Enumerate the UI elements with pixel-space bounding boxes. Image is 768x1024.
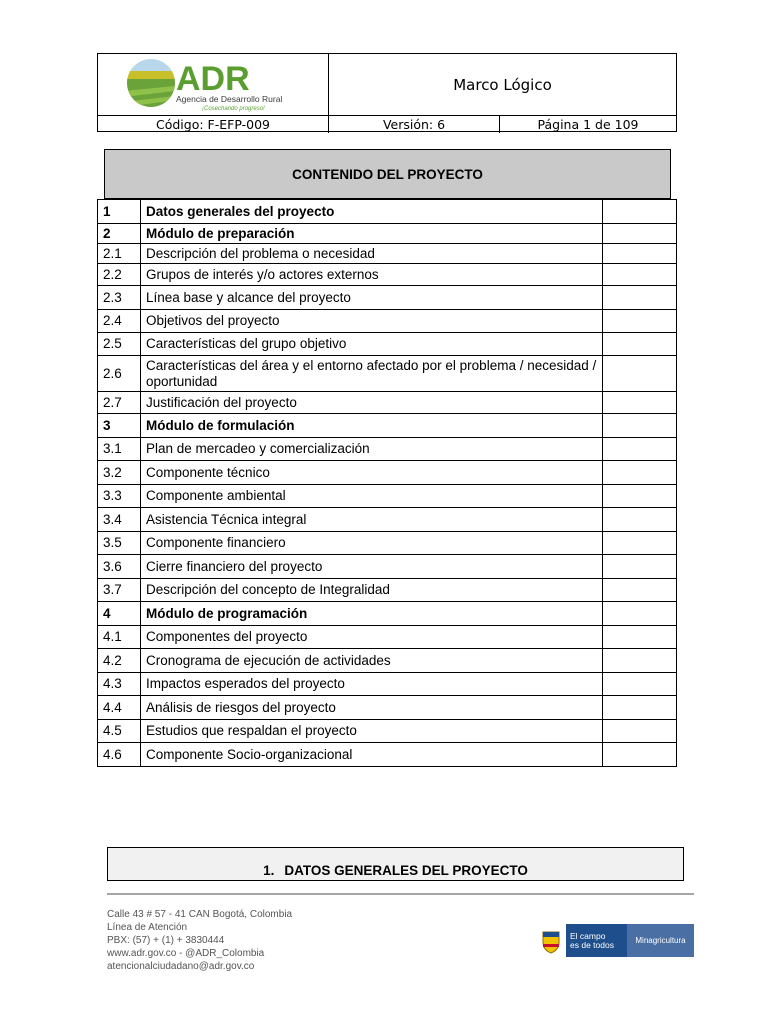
toc-label: Componente financiero [141,532,603,555]
toc-row [98,696,677,720]
toc-number: 3.6 [98,555,141,579]
toc-page-cell [603,244,677,264]
document-code: Código: F-EFP-009 [98,116,329,133]
toc-row [98,333,677,356]
toc-label: Plan de mercadeo y comercialización [141,438,603,461]
contents-table [97,199,677,767]
toc-page-cell [603,310,677,333]
toc-row [98,244,677,264]
toc-row [98,626,677,649]
toc-row [98,392,677,414]
adr-logo [124,57,304,113]
toc-label: Línea base y alcance del proyecto [141,286,603,310]
toc-page-cell [603,392,677,414]
section-title: DATOS GENERALES DEL PROYECTO [284,863,528,878]
toc-page-cell [603,461,677,485]
toc-number: 2.2 [98,264,141,286]
logo-cell [98,54,329,115]
toc-number: 2.4 [98,310,141,333]
contents-heading: CONTENIDO DEL PROYECTO [104,149,671,199]
toc-label: Datos generales del proyecto [141,200,603,224]
section-number: 1. [263,863,275,878]
toc-label: Componente ambiental [141,485,603,508]
toc-number: 4.2 [98,649,141,673]
toc-row [98,356,677,392]
toc-page-cell [603,649,677,673]
toc-label: Componente técnico [141,461,603,485]
toc-page-cell [603,555,677,579]
toc-row [98,286,677,310]
toc-page-cell [603,438,677,461]
toc-label: Análisis de riesgos del proyecto [141,696,603,720]
toc-page-cell [603,414,677,438]
toc-number: 2.5 [98,333,141,356]
footer-address [107,908,292,973]
campo-slogan: El campo es de todos [566,924,627,957]
toc-page-cell [603,602,677,626]
toc-label: Componente Socio-organizacional [141,743,603,767]
toc-page-cell [603,356,677,392]
toc-row [98,743,677,767]
toc-number: 2 [98,224,141,244]
toc-row [98,224,677,244]
footer-address-line: Calle 43 # 57 - 41 CAN Bogotá, Colombia [107,909,293,920]
toc-row [98,579,677,602]
coat-of-arms-icon [536,924,566,957]
document-header [97,53,677,132]
toc-label: Módulo de programación [141,602,603,626]
toc-row [98,264,677,286]
toc-row [98,310,677,333]
toc-label: Cierre financiero del proyecto [141,555,603,579]
toc-number: 4.3 [98,673,141,696]
toc-row [98,673,677,696]
toc-page-cell [603,333,677,356]
toc-label: Impactos esperados del proyecto [141,673,603,696]
government-logo [536,924,694,957]
toc-label: Componentes del proyecto [141,626,603,649]
toc-label: Cronograma de ejecución de actividades [141,649,603,673]
toc-label: Objetivos del proyecto [141,310,603,333]
toc-number: 2.1 [98,244,141,264]
toc-page-cell [603,224,677,244]
toc-label: Grupos de interés y/o actores externos [141,264,603,286]
toc-row [98,200,677,224]
toc-row [98,720,677,743]
toc-row [98,602,677,626]
toc-label: Descripción del concepto de Integralidad [141,579,603,602]
toc-number: 3.7 [98,579,141,602]
toc-number: 4 [98,602,141,626]
toc-page-cell [603,579,677,602]
section-heading [107,847,684,881]
toc-page-cell [603,720,677,743]
toc-label: Justificación del proyecto [141,392,603,414]
toc-number: 3.4 [98,508,141,532]
toc-page-cell [603,532,677,555]
ministry-name: Minagricultura [627,924,694,957]
toc-number: 2.7 [98,392,141,414]
toc-number: 4.4 [98,696,141,720]
toc-row [98,461,677,485]
toc-number: 3.3 [98,485,141,508]
svg-text:ADR: ADR [176,60,250,98]
toc-row [98,649,677,673]
toc-page-cell [603,264,677,286]
toc-row [98,532,677,555]
toc-label: Características del área y el entorno afectado por el problema / necesidad / oportunidad [141,356,603,392]
toc-label: Descripción del problema o necesidad [141,244,603,264]
toc-page-cell [603,200,677,224]
toc-label: Estudios que respaldan el proyecto [141,720,603,743]
toc-page-cell [603,286,677,310]
footer-address-line: PBX: (57) + (1) + 3830444 [107,935,225,946]
toc-row [98,508,677,532]
svg-text:Agencia de Desarrollo Rural: Agencia de Desarrollo Rural [176,94,283,104]
footer-address-line: Línea de Atención [107,922,188,933]
toc-page-cell [603,626,677,649]
toc-label: Módulo de preparación [141,224,603,244]
toc-label: Características del grupo objetivo [141,333,603,356]
toc-number: 3.2 [98,461,141,485]
footer-divider [107,893,694,895]
document-page: Página 1 de 109 [537,117,639,132]
toc-number: 3 [98,414,141,438]
toc-number: 1 [98,200,141,224]
document-version: Versión: 6 [329,116,500,133]
toc-number: 3.5 [98,532,141,555]
toc-number: 4.6 [98,743,141,767]
toc-row [98,438,677,461]
footer-address-line: www.adr.gov.co - @ADR_Colombia [107,948,265,959]
document-title: Marco Lógico [453,75,552,94]
toc-page-cell [603,743,677,767]
footer-address-line: atencionalciudadano@adr.gov.co [107,961,255,972]
toc-row [98,555,677,579]
document-meta-row [98,115,676,133]
toc-page-cell [603,696,677,720]
toc-row [98,414,677,438]
toc-number: 2.3 [98,286,141,310]
svg-text:¡Cosechando progreso!: ¡Cosechando progreso! [202,106,265,112]
toc-page-cell [603,673,677,696]
toc-label: Módulo de formulación [141,414,603,438]
toc-number: 4.1 [98,626,141,649]
toc-label: Asistencia Técnica integral [141,508,603,532]
toc-page-cell [603,485,677,508]
toc-number: 3.1 [98,438,141,461]
toc-number: 2.6 [98,356,141,392]
toc-row [98,485,677,508]
toc-page-cell [603,508,677,532]
toc-number: 4.5 [98,720,141,743]
